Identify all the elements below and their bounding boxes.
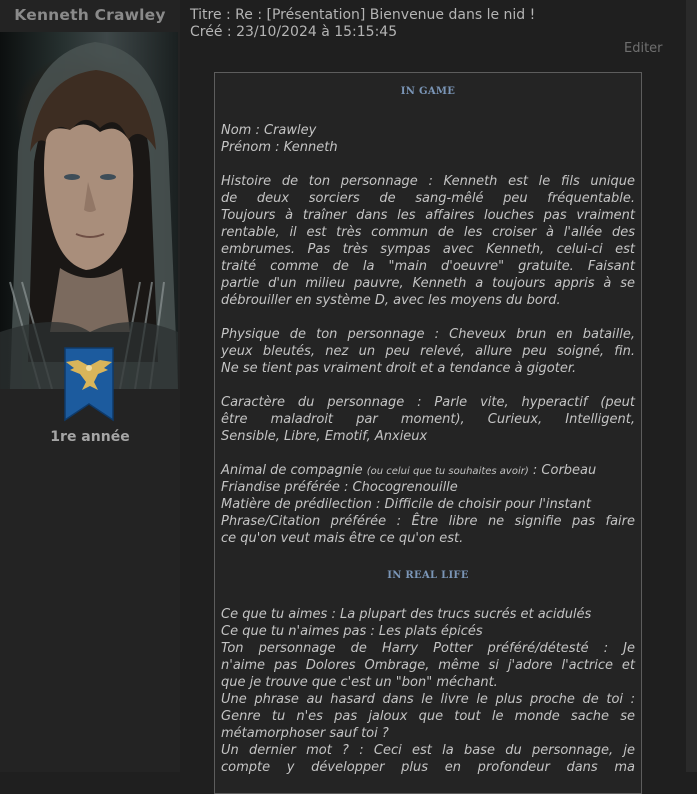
- histoire-line: de deux sorciers de sang-mêlé peu fréquentable.: [221, 191, 635, 206]
- phrase-livre-line: Genre tu n'es pas jaloux que tout le monde sache se: [221, 709, 635, 724]
- hp-perso-line: n'aime pas Dolores Ombrage, même si j'adore l'actrice et: [221, 658, 635, 673]
- phrase-livre-line: Une phrase au hasard dans le livre le plus proche de toi :: [221, 692, 635, 707]
- hp-perso-line: Ton personnage de Harry Potter préféré/détesté : Je: [221, 641, 635, 656]
- histoire-line: Toujours à traîner dans les affaires louches pas vraiment: [221, 208, 635, 223]
- author-avatar: [0, 32, 178, 389]
- caractere-line: Sensible, Libre, Emotif, Anxieux: [221, 429, 428, 444]
- nom-line: Nom : Crawley: [221, 123, 317, 138]
- section-heading-in-game: IN GAME: [400, 86, 456, 97]
- histoire-line: partie d'un milieu pauvre, Kenneth a toujours appris à se: [221, 276, 635, 291]
- hp-perso-line: que je trouve que c'est un "bon" méchant.: [221, 675, 498, 690]
- post-content: [214, 72, 642, 794]
- author-sidebar: [0, 0, 180, 772]
- histoire-line: rentable, il est très commun de les croiser à l'allée des: [221, 225, 635, 240]
- friandise-line: Friandise préférée : Chocogrenouille: [221, 480, 458, 495]
- aimes-line: Ce que tu aimes : La plupart des trucs sucrés et acidulés: [221, 607, 592, 622]
- post-created-date: Créé : 23/10/2024 à 15:15:45: [190, 24, 398, 40]
- animal-value: : Corbeau: [528, 463, 597, 478]
- animal-note: (ou celui que tu souhaites avoir): [366, 466, 529, 477]
- matiere-line: Matière de prédilection : Difficile de choisir pour l'instant: [221, 497, 591, 512]
- histoire-line: débrouiller en système D, avec les moyens du bord.: [221, 293, 561, 308]
- author-username[interactable]: Kenneth Crawley: [14, 6, 166, 24]
- page-scrollbar[interactable]: [686, 0, 697, 772]
- prenom-line: Prénom : Kenneth: [221, 140, 338, 155]
- eagle-crest-icon: [60, 346, 118, 422]
- caractere-line: Caractère du personnage : Parle vite, hyperactif (peut: [221, 395, 635, 410]
- aimes-pas-line: Ce que tu n'aimes pas : Les plats épicés: [221, 624, 483, 639]
- author-rank: 1re année: [50, 429, 130, 445]
- phrase-line: Phrase/Citation préférée : Être libre ne signifie pas faire: [221, 514, 635, 529]
- phrase-livre-line: métamorphoser sauf toi ?: [221, 726, 389, 741]
- animal-line: [221, 462, 635, 480]
- physique-line: yeux bleutés, nez un peu relevé, allure peu soigné, fin.: [221, 344, 635, 359]
- physique-line: Ne se tient pas vraiment droit et a tendance à gigoter.: [221, 361, 577, 376]
- dernier-mot-line: Un dernier mot ? : Ceci est la base du personnage, je: [221, 743, 635, 758]
- dernier-mot-line: compte y développer plus en profondeur dans ma: [221, 760, 635, 775]
- histoire-line: embrumes. Pas très sympas avec Kenneth, celui-ci est: [221, 242, 635, 257]
- caractere-line: être maladroit par moment), Curieux, Intelligent,: [221, 412, 635, 427]
- post-title: Titre : Re : [Présentation] Bienvenue dans le nid !: [190, 7, 536, 23]
- section-heading-in-real-life: IN REAL LIFE: [387, 570, 469, 581]
- histoire-line: Histoire de ton personnage : Kenneth est le fils unique: [221, 174, 635, 189]
- edit-button[interactable]: Editer: [624, 41, 663, 56]
- physique-line: Physique de ton personnage : Cheveux brun en bataille,: [221, 327, 635, 342]
- avatar-portrait: [0, 32, 178, 389]
- histoire-line: traité comme de la "main d'oeuvre" gratuite. Faisant: [221, 259, 635, 274]
- phrase-line: ce qu'on veut mais être ce qu'on est.: [221, 531, 464, 546]
- animal-label: Animal de compagnie: [221, 463, 367, 478]
